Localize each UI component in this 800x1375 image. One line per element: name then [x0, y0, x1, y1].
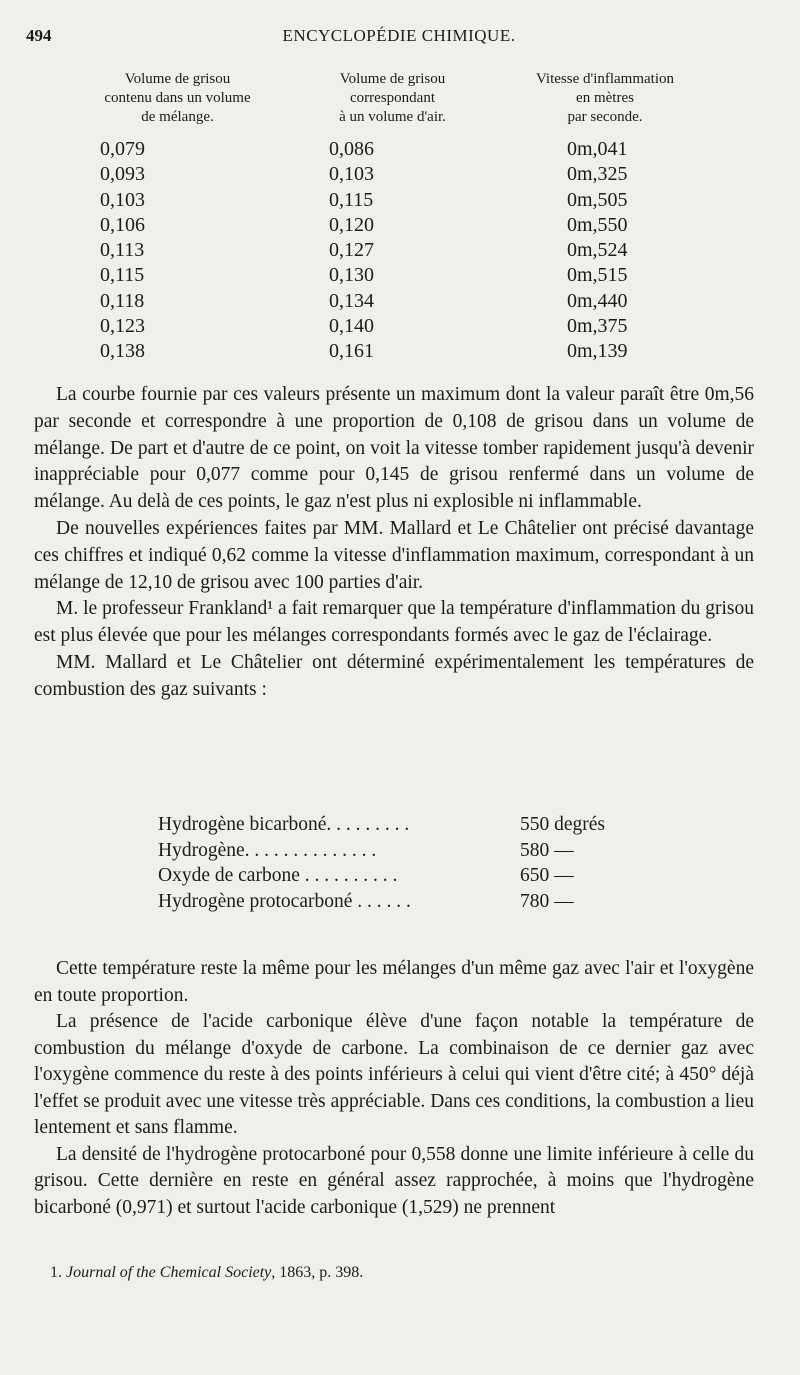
footnote-number: 1.	[50, 1264, 62, 1281]
table-cell: 0m,524	[567, 239, 628, 262]
column-header: Vitesse d'inflammation en mètres par seconde.	[535, 71, 675, 125]
column-header: Volume de grisou contenu dans un volume de mélange.	[104, 71, 251, 125]
table-cell: 0m,041	[567, 138, 628, 160]
body-text-upper	[34, 382, 754, 704]
table-body	[70, 137, 710, 365]
table-cell: 0,106	[100, 213, 145, 236]
gas-name: Hydrogène. . . . . . . . . . . . . .	[158, 839, 377, 861]
table-cell: 0,103	[100, 188, 145, 211]
paragraph: Cette température reste la même pour les mélanges d'un même gaz avec l'air et l'oxygène en toute proportion.	[34, 958, 754, 1006]
gas-temperature-list	[158, 812, 658, 914]
gas-list-item	[158, 838, 658, 864]
gas-temperature: 550 degrés	[520, 814, 606, 835]
gas-name: Hydrogène bicarboné. . . . . . . . .	[158, 814, 410, 835]
table-cell: 0,138	[100, 340, 145, 363]
paragraph: La densité de l'hydrogène protocarboné pour 0,558 donne une limite inférieure à celle du grisou. Cette dernière en reste en général assez rapprochée, à moins que l'hydrogène bicarboné (0,971) et surtout l'acide carbonique (1,529) ne prennent	[34, 1143, 754, 1218]
table-cell: 0m,505	[567, 188, 628, 211]
table-cell: 0m,375	[567, 315, 628, 338]
gas-temperature: 650 —	[520, 865, 574, 886]
table-cell: 0m,515	[567, 264, 628, 287]
gas-list-item	[158, 863, 658, 889]
table-cell: 0m,440	[567, 289, 628, 312]
table-row	[70, 162, 710, 187]
table-cell: 0,093	[100, 163, 145, 186]
table-cell: 0,130	[329, 264, 374, 287]
paragraph: MM. Mallard et Le Châtelier ont déterminé expérimentalement les températures de combustion des gaz suivants :	[34, 651, 754, 700]
table-row	[70, 263, 710, 288]
table-cell: 0,115	[100, 264, 145, 287]
table-cell: 0,079	[100, 138, 145, 160]
body-text-lower	[34, 956, 754, 1221]
table-cell: 0,118	[100, 289, 145, 312]
table-cell: 0,127	[329, 239, 374, 262]
footnote-journal: Journal of the Chemical Society	[66, 1264, 272, 1281]
table-row	[70, 238, 710, 263]
table-row	[70, 314, 710, 339]
table-row	[70, 188, 710, 213]
footnote-citation: , 1863, p. 398.	[271, 1264, 364, 1281]
table-row	[70, 339, 710, 364]
table-cell: 0,134	[329, 289, 374, 312]
gas-list-item	[158, 812, 658, 838]
paragraph: De nouvelles expériences faites par MM. Mallard et Le Châtelier ont précisé davantage ces chiffres et indiqué 0,62 comme la vitesse d'inflammation maximum, correspondant à un mélange de 12,10 de grisou avec 100 parties d'air.	[34, 517, 754, 593]
table-cell: 0m,550	[567, 213, 628, 236]
table-cell: 0,113	[100, 239, 145, 262]
page-header	[26, 26, 772, 56]
running-head: ENCYCLOPÉDIE CHIMIQUE.	[282, 26, 516, 45]
table-header	[70, 70, 710, 127]
table-cell: 0m,325	[567, 163, 628, 186]
page-number: 494	[26, 26, 52, 45]
table-row	[70, 289, 710, 314]
table-row	[70, 213, 710, 238]
table-cell: 0,115	[329, 188, 374, 211]
column-header: Volume de grisou correspondant à un volume d'air.	[339, 71, 446, 125]
table-cell: 0m,139	[567, 340, 628, 363]
gas-list-item	[158, 889, 658, 915]
table-cell: 0,086	[329, 138, 374, 160]
data-table	[70, 70, 710, 365]
table-cell: 0,140	[329, 315, 374, 338]
gas-name: Oxyde de carbone . . . . . . . . . .	[158, 865, 398, 886]
gas-temperature: 780 —	[520, 890, 574, 912]
gas-name: Hydrogène protocarboné . . . . . .	[158, 890, 411, 912]
gas-temperature: 580 —	[520, 839, 574, 861]
paragraph: M. le professeur Frankland¹ a fait remarquer que la température d'inflammation du grisou est plus élevée que pour les mélanges correspondants formés avec le gaz de l'éclairage.	[34, 598, 754, 647]
table-cell: 0,123	[100, 315, 145, 338]
paragraph: La courbe fournie par ces valeurs présente un maximum dont la valeur paraît être 0m,56 par seconde et correspondre à une proportion de 0,108 de grisou dans un volume de mélange. De part et d'autre de ce point, on voit la vitesse tomber rapidement jusqu'à devenir inappréciable pour 0,077 comme pour 0,145 de grisou renfermé dans un volume de mélange. Au delà de ces points, le gaz n'est plus ni explosible ni inflammable.	[34, 384, 754, 513]
table-cell: 0,103	[329, 163, 374, 186]
table-row	[70, 137, 710, 162]
footnote	[50, 1264, 750, 1282]
table-cell: 0,120	[329, 213, 374, 236]
table-cell: 0,161	[329, 340, 374, 363]
paragraph: La présence de l'acide carbonique élève d'une façon notable la température de combustion du mélange d'oxyde de carbone. La combinaison de ce dernier gaz avec l'oxygène commence du reste à des points inférieurs à celui qui vient d'être cité; à 450° déjà l'effet se produit avec une vitesse très appréciable. Dans ces conditions, la combustion a lieu lentement et sans flamme.	[34, 1011, 754, 1138]
